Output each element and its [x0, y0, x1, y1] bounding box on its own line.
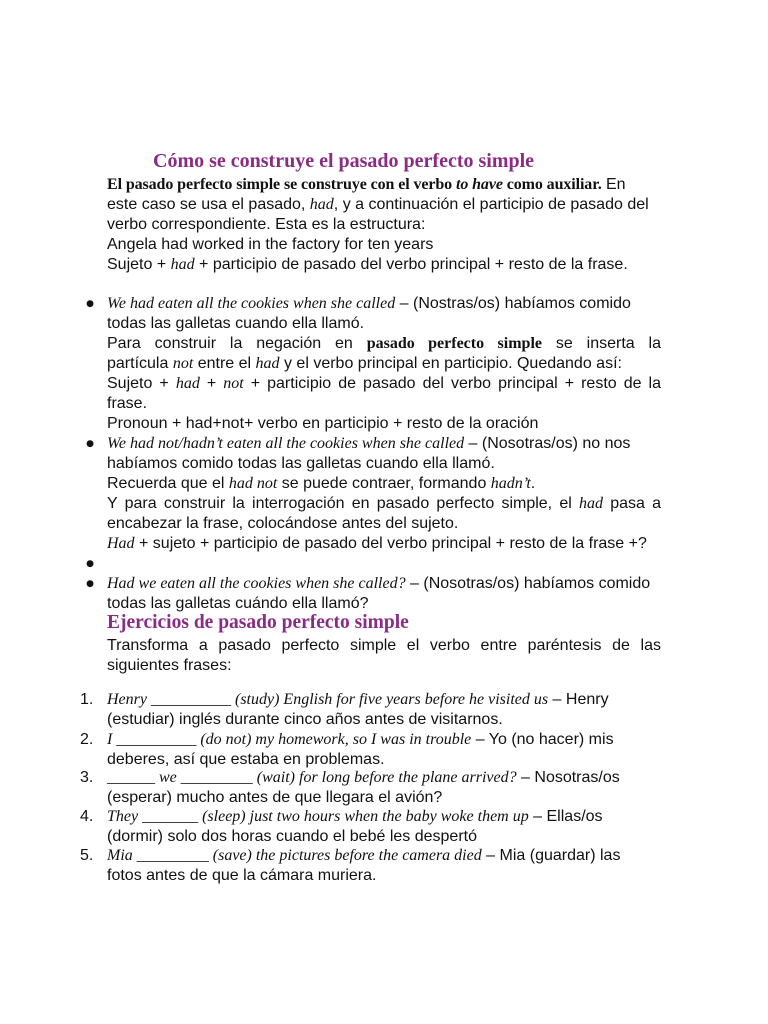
exercise-number: 2.: [80, 731, 94, 748]
italic-had: had: [579, 495, 603, 512]
negative-example: [107, 434, 661, 454]
example-translation: – (Nosotras/os) habíamos comido: [405, 575, 651, 592]
example-italic: Had we eaten all the cookies when she called?: [107, 575, 406, 592]
formula-had: had: [170, 256, 195, 273]
question-example: [107, 574, 661, 594]
text: y el verbo principal en participio. Quedando así:: [279, 355, 622, 372]
exercise-line-1: [107, 807, 661, 827]
contraction-note: [107, 474, 661, 494]
text: Para construir la negación en: [107, 335, 367, 352]
intro-paragraph: [107, 175, 661, 275]
exercise-translation: – Yo (no hacer) mis: [471, 731, 614, 748]
pronoun-formula: Pronoun + had+not+ verbo en participio + resto de la oración: [107, 415, 539, 432]
text: + sujeto + participio de pasado del verbo principal + resto de la frase +?: [134, 535, 647, 552]
text: + participio de pasado del verbo principal + resto de la: [243, 375, 662, 392]
bullet-question: [107, 574, 661, 614]
page-title: Cómo se construye el pasado perfecto simple: [153, 150, 535, 172]
formula-end: frase.: [107, 395, 148, 412]
intro-bold-to-have: to have: [455, 176, 503, 193]
exercise-line-2: deberes, así que estaba en problemas.: [107, 751, 385, 768]
exercise-line-1: [107, 768, 661, 788]
translation-line: todas las galletas cuando ella llamó.: [107, 315, 365, 332]
exercises-title: Ejercicios de pasado perfecto simple: [107, 612, 409, 633]
instruction-line-2: siguientes frases:: [107, 657, 232, 674]
example-italic: We had eaten all the cookies when she called: [107, 295, 396, 312]
text: Sujeto +: [107, 375, 176, 392]
formula-text: + participio de pasado del verbo principal + resto de la frase.: [194, 256, 628, 273]
exercises-instruction: [107, 636, 661, 676]
intro-bold-3: como auxiliar.: [502, 176, 602, 193]
bullet-icon: ●: [86, 439, 94, 449]
exercise-translation: – Nosotras/os: [516, 769, 620, 786]
bold-term: pasado perfecto simple: [366, 335, 542, 352]
text: .: [530, 475, 536, 492]
italic-hadnt: hadn’t: [490, 475, 531, 492]
bullet-icon: ●: [86, 559, 94, 569]
example-translation: – (Nostras/os) habíamos comido: [395, 295, 631, 312]
intro-line-2: [107, 195, 661, 215]
negation-formula: [107, 374, 661, 394]
intro-bold-1: El pasado perfecto simple se construye con el verbo: [107, 176, 456, 193]
bullet-icon: ●: [86, 579, 94, 589]
exercise-line-2: (estudiar) inglés durante cinco años antes de visitarnos.: [107, 711, 503, 728]
intro-text: este caso se usa el pasado,: [107, 196, 310, 213]
text: Y para construir la interrogación en pasado perfecto simple, el: [107, 495, 579, 512]
exercise-item: [107, 730, 661, 770]
text: Recuerda que el: [107, 475, 229, 492]
text: pasa a: [603, 495, 662, 512]
translation-line: habíamos comido todas las galletas cuando ella llamó.: [107, 455, 495, 472]
exercise-item: [107, 768, 661, 808]
affirmative-example: [107, 294, 661, 314]
exercise-line-1: [107, 690, 661, 710]
interrogation-formula: [107, 534, 661, 554]
example-sentence: Angela had worked in the factory for ten years: [107, 236, 434, 253]
formula-text: Sujeto +: [107, 256, 171, 273]
intro-en: En: [601, 176, 626, 193]
intro-italic-had: had: [309, 196, 334, 213]
italic-had-not: had not: [228, 475, 278, 492]
text: partícula: [107, 355, 173, 372]
example-translation: – (Nosotras/os) no nos: [464, 435, 631, 452]
intro-text: , y a continuación el participio de pasado del: [333, 196, 649, 213]
text: se puede contraer, formando: [277, 475, 491, 492]
italic-not: not: [223, 375, 244, 392]
intro-line-3: verbo correspondiente. Esta es la estructura:: [107, 216, 426, 233]
exercise-sentence: ______ we _________ (wait) for long before the plane arrived?: [107, 769, 517, 786]
exercise-translation: – Ellas/os: [528, 808, 603, 825]
bullet-negative: [107, 434, 661, 554]
italic-had: Had: [107, 535, 135, 552]
exercise-translation: – Henry: [548, 691, 609, 708]
italic-not: not: [172, 355, 194, 372]
translation-line: todas las galletas cuándo ella llamó?: [107, 595, 369, 612]
exercise-number: 4.: [80, 808, 94, 825]
exercise-sentence: Mia _________ (save) the pictures before the camera died: [107, 847, 482, 864]
text: +: [199, 375, 224, 392]
exercise-translation: – Mia (guardar) las: [481, 847, 621, 864]
exercise-item: [107, 690, 661, 730]
bullet-affirmative: [107, 294, 661, 434]
exercise-number: 1.: [80, 691, 94, 708]
exercise-sentence: They _______ (sleep) just two hours when the baby woke them up: [107, 808, 529, 825]
interrogation-line-1: [107, 494, 661, 514]
interrogation-line-2: encabezar la frase, colocándose antes del sujeto.: [107, 515, 459, 532]
example-italic: We had not/hadn’t eaten all the cookies when she called: [107, 435, 465, 452]
italic-had: had: [255, 355, 280, 372]
structure-formula: [107, 255, 661, 275]
exercise-sentence: I __________ (do not) my homework, so I was in trouble: [107, 731, 472, 748]
exercise-line-2: (dormir) solo dos horas cuando el bebé les despertó: [107, 828, 477, 845]
negation-line-1: [107, 334, 661, 354]
exercise-line-1: [107, 846, 661, 866]
exercise-item: [107, 846, 661, 886]
exercise-number: 5.: [80, 847, 94, 864]
text: se inserta la: [542, 335, 661, 352]
bullet-icon: ●: [86, 299, 94, 309]
exercise-line-2: fotos antes de que la cámara muriera.: [107, 867, 377, 884]
exercise-number: 3.: [80, 769, 94, 786]
negation-line-2: [107, 354, 661, 374]
exercise-sentence: Henry __________ (study) English for five years before he visited us: [107, 691, 549, 708]
instruction-line-1: Transforma a pasado perfecto simple el verbo entre paréntesis de las: [107, 637, 661, 654]
italic-had: had: [175, 375, 200, 392]
exercise-line-1: [107, 730, 661, 750]
intro-line-1: [107, 175, 661, 195]
exercise-line-2: (esperar) mucho antes de que llegara el avión?: [107, 789, 443, 806]
text: entre el: [193, 355, 256, 372]
exercise-item: [107, 807, 661, 847]
